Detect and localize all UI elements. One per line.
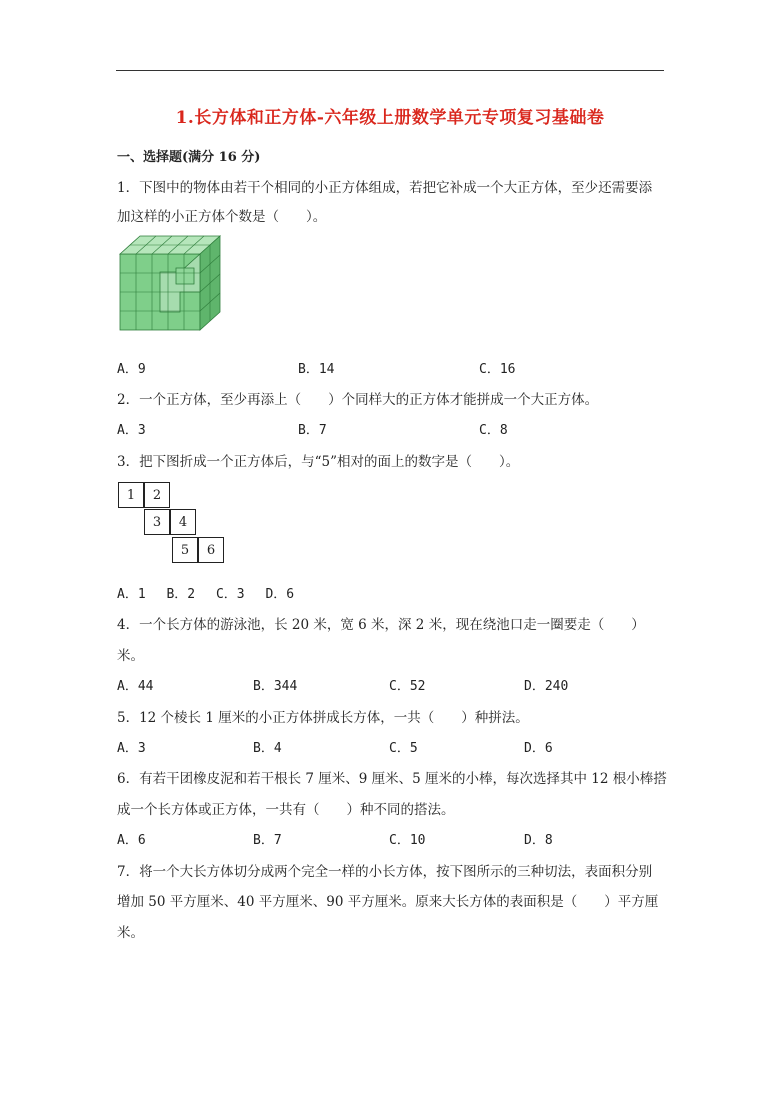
q5-option-b[interactable]: B．4	[253, 741, 282, 756]
q4-option-d[interactable]: D．240	[524, 679, 569, 694]
section-heading: 一、选择题(满分 16 分)	[117, 150, 261, 165]
question-1-line-2: 加这样的小正方体个数是（ ）。	[117, 209, 327, 225]
q1-option-a[interactable]: A．9	[117, 362, 146, 377]
question-1-line-1: 1．下图中的物体由若干个相同的小正方体组成，若把它补成一个大正方体，至少还需要添	[117, 180, 653, 196]
question-4-line-1: 4．一个长方体的游泳池，长 20 米，宽 6 米，深 2 米，现在绕池口走一圈要走（ ）	[117, 617, 645, 633]
question-2-line-1: 2．一个正方体，至少再添上（ ）个同样大的正方体才能拼成一个大正方体。	[117, 392, 599, 408]
net-cell: 1	[118, 482, 144, 508]
net-cell: 2	[144, 482, 170, 508]
question-4-line-2: 米。	[117, 648, 144, 664]
question-7-line-2: 增加 50 平方厘米、40 平方厘米、90 平方厘米。原来大长方体的表面积是（ ）平方厘	[117, 894, 659, 910]
q3-options[interactable]: A．1 B．2 C．3 D．6	[117, 587, 295, 602]
page-title: 1.长方体和正方体-六年级上册数学单元专项复习基础卷	[175, 108, 605, 128]
q6-option-b[interactable]: B．7	[253, 833, 282, 848]
q4-option-b[interactable]: B．344	[253, 679, 298, 694]
q4-option-c[interactable]: C．52	[389, 679, 426, 694]
header-rule	[116, 70, 664, 71]
question-6-line-2: 成一个长方体或正方体，一共有（ ）种不同的搭法。	[117, 802, 455, 818]
q5-option-c[interactable]: C．5	[389, 741, 418, 756]
stacked-cubes-figure	[118, 232, 222, 332]
q2-option-a[interactable]: A．3	[117, 423, 146, 438]
question-6-line-1: 6．有若干团橡皮泥和若干根长 7 厘米、9 厘米、5 厘米的小棒，每次选择其中 12 根小棒搭	[117, 771, 667, 787]
question-3-line-1: 3．把下图折成一个正方体后，与“5”相对的面上的数字是（ ）。	[117, 454, 520, 470]
net-cell: 5	[172, 537, 198, 563]
question-7-line-3: 米。	[117, 925, 144, 941]
net-cell: 6	[198, 537, 224, 563]
q6-option-c[interactable]: C．10	[389, 833, 426, 848]
q1-option-c[interactable]: C．16	[479, 362, 516, 377]
q4-option-a[interactable]: A．44	[117, 679, 154, 694]
q2-option-b[interactable]: B．7	[298, 423, 327, 438]
q6-option-a[interactable]: A．6	[117, 833, 146, 848]
q5-option-a[interactable]: A．3	[117, 741, 146, 756]
question-7-line-1: 7．将一个大长方体切分成两个完全一样的小长方体，按下图所示的三种切法，表面积分别	[117, 864, 653, 880]
q5-option-d[interactable]: D．6	[524, 741, 553, 756]
net-cell: 4	[170, 509, 196, 535]
question-5-line-1: 5．12 个棱长 1 厘米的小正方体拼成长方体，一共（ ）种拼法。	[117, 710, 529, 726]
net-cell: 3	[144, 509, 170, 535]
q1-option-b[interactable]: B．14	[298, 362, 335, 377]
q6-option-d[interactable]: D．8	[524, 833, 553, 848]
q2-option-c[interactable]: C．8	[479, 423, 508, 438]
